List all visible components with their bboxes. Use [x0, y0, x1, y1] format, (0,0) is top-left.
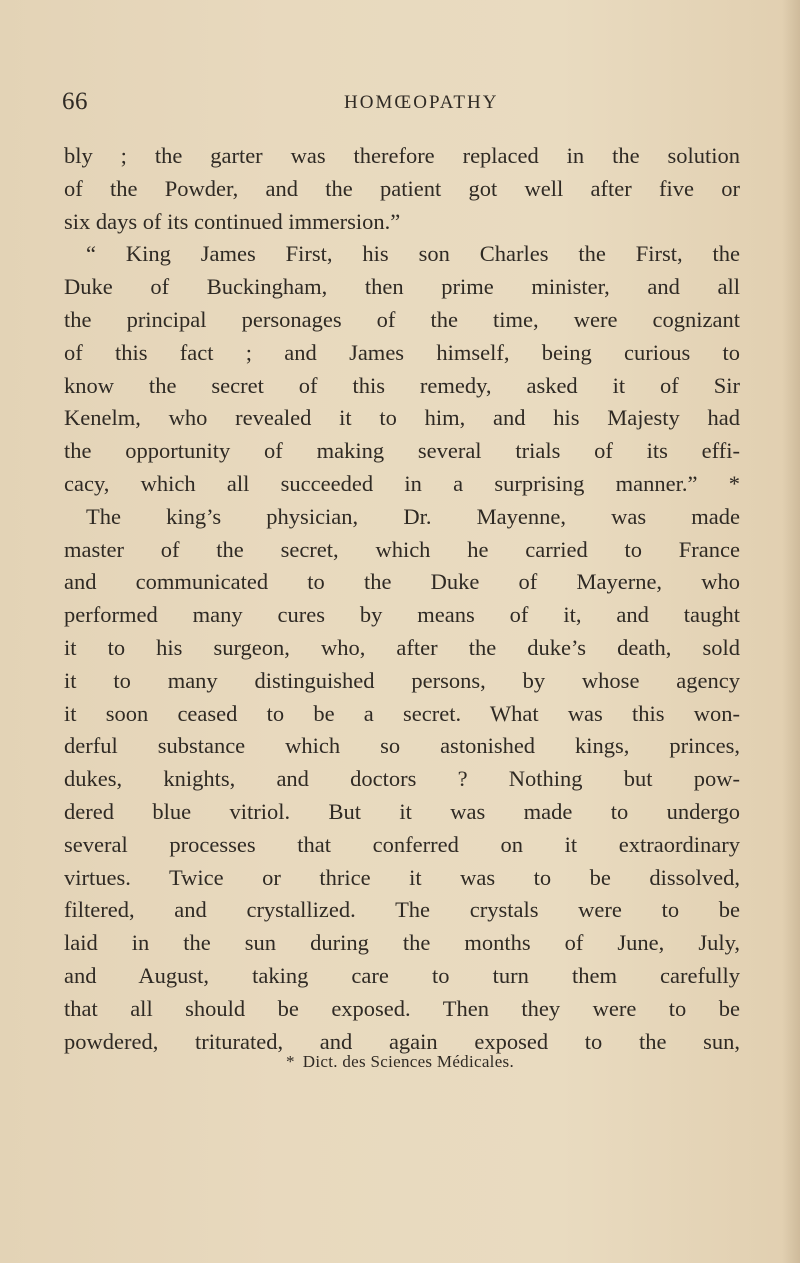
- text-line: that all should be exposed. Then they were to be: [64, 995, 740, 1021]
- running-head: HOMŒOPATHY: [344, 92, 499, 113]
- text-line: Duke of Buckingham, then prime minister, and all: [64, 274, 740, 300]
- text-line: bly ; the garter was therefore replaced in the solution: [64, 143, 740, 168]
- text-line: know the secret of this remedy, asked it of Sir: [64, 372, 740, 398]
- footnote: [0, 1052, 800, 1072]
- text-line: and communicated to the Duke of Mayerne, who: [64, 569, 740, 595]
- text-line: of this fact ; and James himself, being curious to: [64, 339, 740, 365]
- text-line: six days of its continued immersion.”: [64, 208, 401, 234]
- text-line: it soon ceased to be a secret. What was this won-: [64, 700, 740, 726]
- text-line: The king’s physician, Dr. Mayenne, was made: [86, 503, 740, 529]
- text-line: performed many cures by means of it, and taught: [64, 602, 740, 628]
- text-line: virtues. Twice or thrice it was to be dissolved,: [64, 864, 740, 890]
- text-line: derful substance which so astonished kings, princes,: [64, 733, 740, 759]
- text-line: “ King James First, his son Charles the First, the: [86, 241, 740, 267]
- text-line: the opportunity of making several trials of its effi-: [64, 438, 740, 464]
- text-line: master of the secret, which he carried to France: [64, 536, 740, 562]
- footnote-mark: *: [285, 1052, 295, 1071]
- text-line: dered blue vitriol. But it was made to undergo: [64, 798, 740, 824]
- text-line: powdered, triturated, and again exposed to the sun,: [64, 1028, 740, 1054]
- footnote-text: Dict. des Sciences Médicales.: [302, 1052, 515, 1071]
- text-line: cacy, which all succeeded in a surprising manner.” *: [64, 470, 740, 496]
- text-line: of the Powder, and the patient got well after five or: [64, 175, 740, 201]
- page-header: [62, 88, 742, 118]
- page-edge-shadow: [782, 0, 800, 1263]
- text-line: several processes that conferred on it extraordinary: [64, 831, 740, 857]
- page-number: 66: [62, 88, 88, 115]
- text-line: it to his surgeon, who, after the duke’s death, sold: [64, 634, 740, 660]
- text-line: it to many distinguished persons, by whose agency: [64, 667, 740, 693]
- text-line: filtered, and crystallized. The crystals were to be: [64, 897, 740, 923]
- text-line: the principal personages of the time, were cognizant: [64, 306, 740, 332]
- text-line: and August, taking care to turn them carefully: [64, 962, 740, 988]
- text-line: Kenelm, who revealed it to him, and his Majesty had: [64, 405, 740, 431]
- text-line: dukes, knights, and doctors ? Nothing but pow-: [64, 766, 740, 792]
- text-line: laid in the sun during the months of June, July,: [64, 930, 740, 956]
- body-text: [64, 140, 740, 1058]
